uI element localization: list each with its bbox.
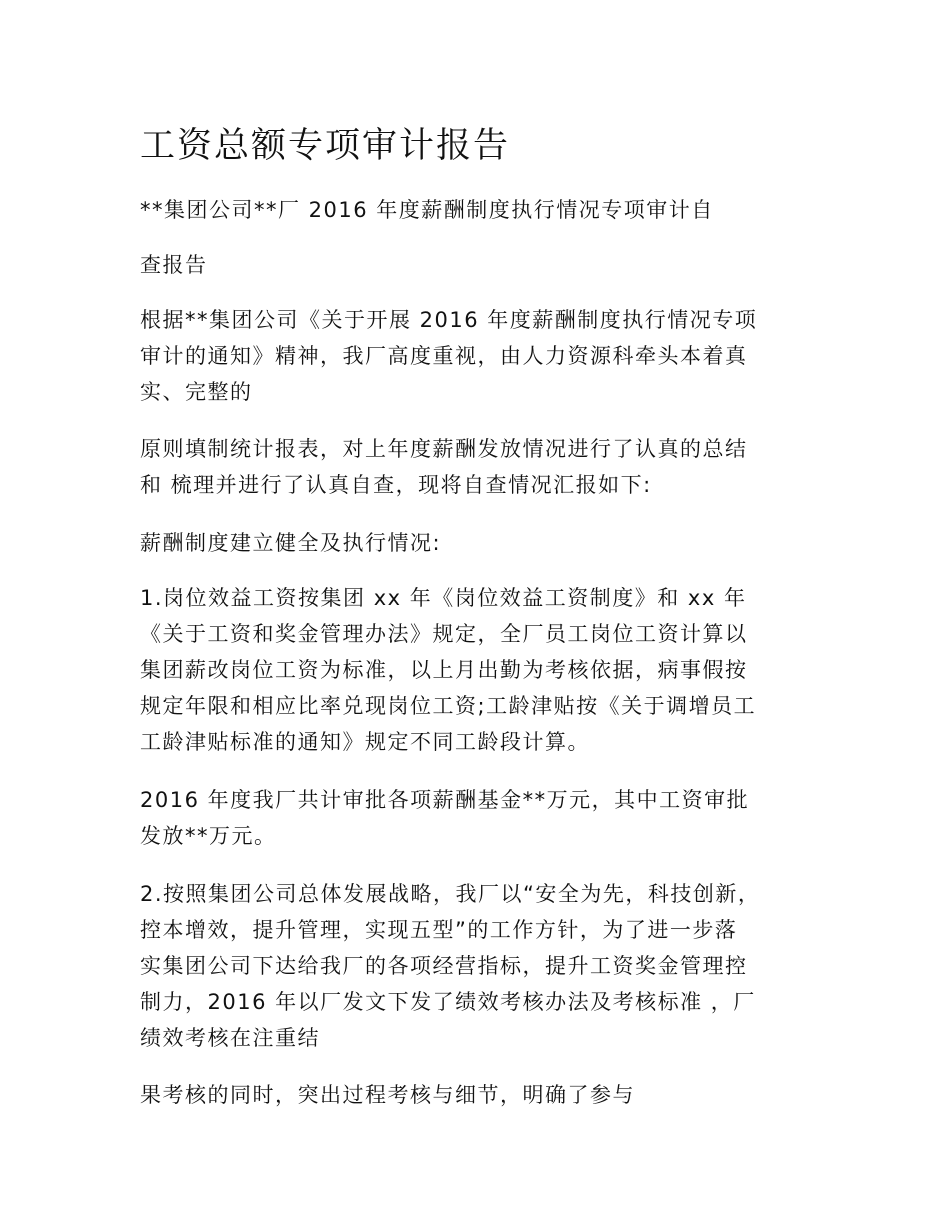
paragraph-item-1 xyxy=(140,580,820,760)
text-line: 控本增效，提升管理，实现五型”的工作方针，为了进一步落 xyxy=(140,918,738,942)
paragraph-item-2 xyxy=(140,876,820,1056)
text-line: 规定年限和相应比率兑现岗位工资;工龄津贴按《关于调增员工 xyxy=(140,694,757,718)
text-line: 《关于工资和奖金管理办法》规定，全厂员工岗位工资计算以 xyxy=(140,622,748,646)
text-line: 2.按照集团公司总体发展战略，我厂以“安全为先，科技创新， xyxy=(140,882,761,906)
text-line: 制力，2016 年以厂发文下发了绩效考核办法及考核标准 ，厂 xyxy=(140,990,756,1014)
text-line: 和 梳理并进行了认真自查，现将自查情况汇报如下: xyxy=(140,473,652,497)
text-line: 查报告 xyxy=(140,253,208,277)
paragraph-principle xyxy=(140,431,820,503)
text-line: 绩效考核在注重结 xyxy=(140,1026,320,1050)
paragraph-fund xyxy=(140,782,820,854)
text-line: 实、完整的 xyxy=(140,380,253,404)
paragraph-subtitle-2 xyxy=(140,247,820,283)
text-line: 实集团公司下达给我厂的各项经营指标，提升工资奖金管理控 xyxy=(140,954,748,978)
text-line: 1.岗位效益工资按集团 xx 年《岗位效益工资制度》和 xx 年 xyxy=(140,586,747,610)
text-line: 原则填制统计报表，对上年度薪酬发放情况进行了认真的总结 xyxy=(140,437,748,461)
text-line: 薪酬制度建立健全及执行情况: xyxy=(140,531,442,555)
text-line: 集团薪改岗位工资为标准，以上月出勤为考核依据，病事假按 xyxy=(140,658,748,682)
text-line: 审计的通知》精神，我厂高度重视，由人力资源科牵头本着真 xyxy=(140,344,748,368)
paragraph-continuation xyxy=(140,1077,820,1113)
text-line: 工龄津贴标准的通知》规定不同工龄段计算。 xyxy=(140,730,590,754)
text-line: 果考核的同时，突出过程考核与细节，明确了参与 xyxy=(140,1083,635,1107)
document-title: 工资总额专项审计报告 xyxy=(140,126,511,166)
text-line: **集团公司**厂 2016 年度薪酬制度执行情况专项审计自 xyxy=(140,198,714,222)
text-line: 根据**集团公司《关于开展 2016 年度薪酬制度执行情况专项 xyxy=(140,308,758,332)
paragraph-subtitle-1 xyxy=(140,192,820,228)
text-line: 2016 年度我厂共计审批各项薪酬基金**万元，其中工资审批 xyxy=(140,788,750,812)
paragraph-intro xyxy=(140,302,820,410)
text-line: 发放**万元。 xyxy=(140,824,277,848)
paragraph-section-heading xyxy=(140,525,820,561)
